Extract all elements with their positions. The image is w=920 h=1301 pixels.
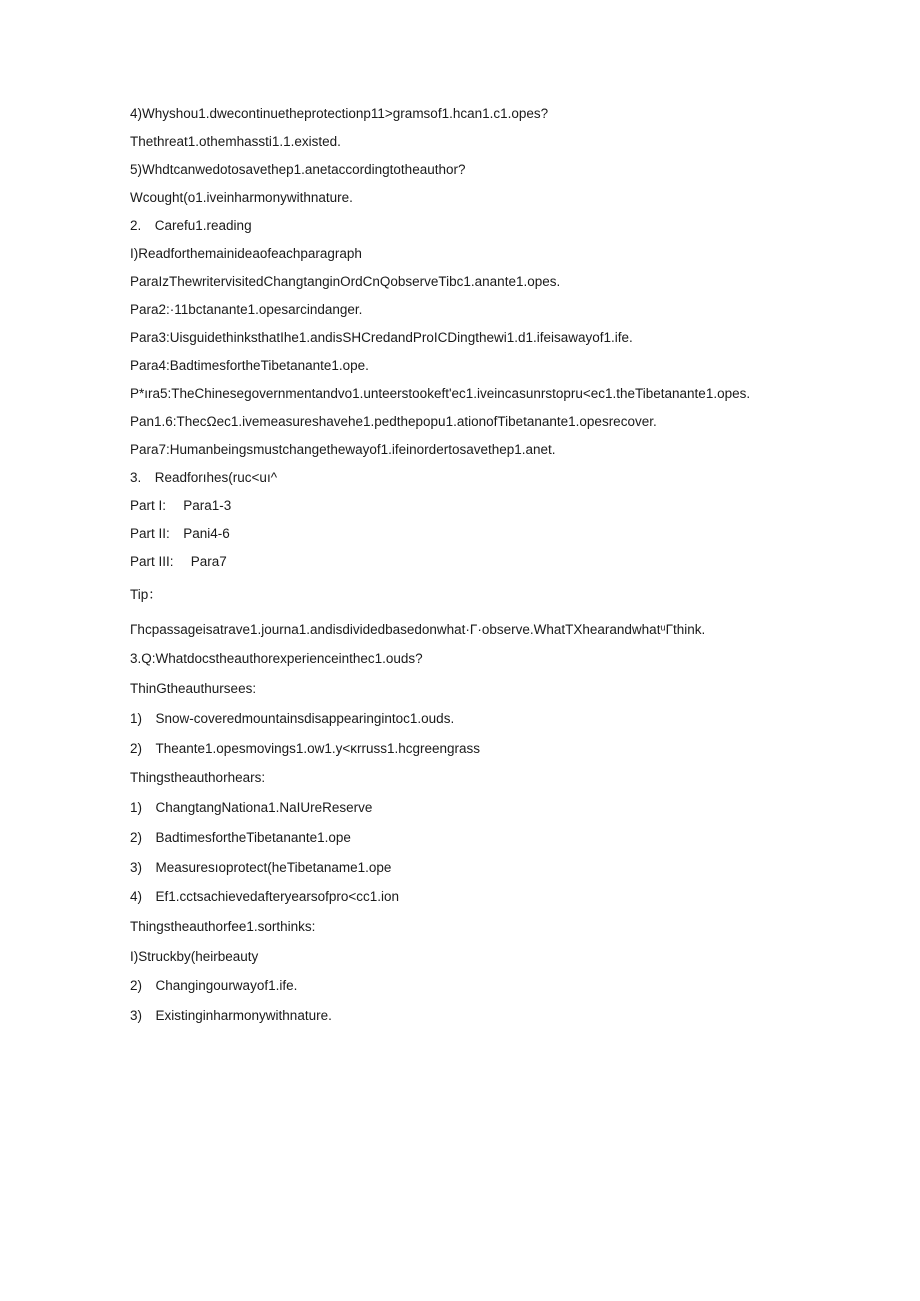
- task-main-idea: I)Readforthemainideaofeachparagraph: [130, 246, 362, 261]
- heading-hears: Thingstheauthorhears:: [130, 770, 266, 785]
- para-4-summary: Para4:BadtimesfortheTibetanante1.ope.: [130, 358, 369, 373]
- tip-label: Tip：: [130, 587, 162, 602]
- heading-feels: Thingstheauthorfee1.sorthinks:: [130, 919, 316, 934]
- para-2-summary: Para2:·11bctanante1.opesarcindanger.: [130, 302, 363, 317]
- question-4: 4)Whyshou1.dwecontinuetheprotectionp11>gramsof1.hcan1.c1.opes?: [130, 106, 549, 121]
- hears-item-2: 2) BadtimesfortheTibetanante1.ope: [130, 830, 351, 845]
- para-5-summary: P*ıra5:TheChinesegovernmentandvo1.unteerstookeft'ec1.iveincasunrstopru<ec1.theTibetanante1.opes.: [130, 386, 751, 401]
- feels-item-3: 3) Existinginharmonywithnature.: [130, 1008, 332, 1023]
- hears-item-4: 4) Ef1.cctsachievedafteryearsofpro<cc1.ion: [130, 889, 400, 904]
- part-2: Part II: Pani4-6: [130, 526, 230, 541]
- answer-5: Wcought(o1.iveinharmonywithnature.: [130, 190, 353, 205]
- part-1: Part I: Para1-3: [130, 498, 232, 513]
- para-7-summary: Para7:Humanbeingsmustchangethewayof1.ifeinordertosavethep1.anet.: [130, 442, 556, 457]
- hears-item-3: 3) Measuresıoprotect(heTibetaname1.ope: [130, 860, 392, 875]
- question-clouds: 3.Q:Whatdocstheauthorexperienceinthec1.ouds?: [130, 651, 423, 666]
- section-structure: 3. Readforıhes(ruc<uı^: [130, 470, 278, 485]
- question-5: 5)Whdtcanwedotosavethep1.anetaccordingtotheauthor?: [130, 162, 466, 177]
- hears-item-1: 1) ChangtangNationa1.NaIUreReserve: [130, 800, 373, 815]
- para-6-summary: Pan1.6:ThecΩec1.ivemeasureshavehe1.pedthepopu1.ationofTibetanante1.opesrecover.: [130, 414, 657, 429]
- sees-item-2: 2) Theante1.opesmovings1.ow1.y<κrruss1.hcgreengrass: [130, 741, 481, 756]
- sees-item-1: 1) Snow-coveredmountainsdisappearingintoc1.ouds.: [130, 711, 455, 726]
- para-1-summary: ParaIzThewritervisitedChangtanginOrdCnQobserveTibc1.anante1.opes.: [130, 274, 561, 289]
- feels-item-2: 2) Changingourwayof1.ife.: [130, 978, 298, 993]
- answer-4: Thethreat1.othemhassti1.1.existed.: [130, 134, 341, 149]
- heading-sees: ThinGtheauthursees:: [130, 681, 257, 696]
- section-careful-reading: 2. Carefu1.reading: [130, 218, 252, 233]
- para-3-summary: Para3:UisguidethinksthatIhe1.andisSHCredandProICDingthewi1.d1.ifeisawayof1.ife.: [130, 330, 633, 345]
- part-3: Part III: Para7: [130, 554, 227, 569]
- tip-text: Γhcpassageisatrave1.journa1.andisdividedbasedonwhat·Γ·observe.WhatTXhearandwhatᵘΓthink.: [130, 622, 706, 637]
- feels-item-1: I)Struckby(heirbeauty: [130, 949, 259, 964]
